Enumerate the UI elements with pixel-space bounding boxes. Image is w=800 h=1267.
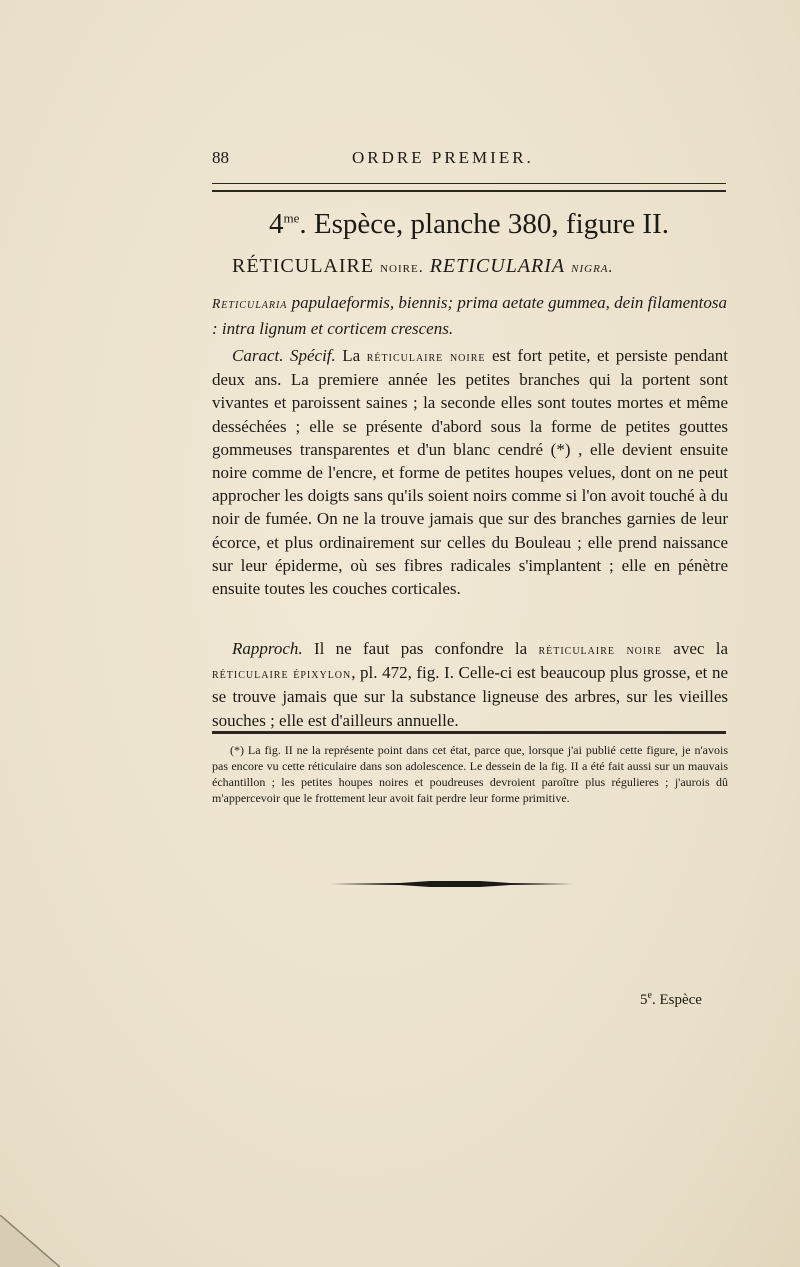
catchword-text: . Espèce bbox=[651, 992, 702, 1008]
paragraph2-pre: Il ne faut pas confondre la bbox=[302, 639, 539, 658]
paragraph2-name1: réticulaire noire bbox=[538, 642, 662, 657]
header-rule bbox=[212, 183, 726, 192]
french-qualifier: noire. bbox=[380, 259, 424, 276]
paragraph2-name2: réticulaire épixylon bbox=[212, 666, 352, 682]
paragraph-comparison bbox=[212, 637, 728, 732]
french-name: RÉTICULAIRE bbox=[232, 255, 375, 277]
diagnosis-genus: Reticularia bbox=[212, 296, 288, 311]
latin-qualifier: nigra. bbox=[571, 259, 614, 276]
paragraph1-text: est fort petite, et persiste pendant deux ans. La premiere année les petites branches qui la portent sont vivantes et paroissent saines ; la seconde elles sont toutes mortes et même desséchées ; elle se présente d'abord sous la forme de petites gouttes gommeuses transparentes et d'un blanc cendré (*) , elle devient ensuite noire comme de l'encre, et forme de petites houpes velues, dont on ne peut approcher les doigts sans qu'ils soient noirs comme si l'on avoit touché à du noir de fumée. On ne la trouve jamais que sur des branches garnies de leur écorce, et plus ordinairement sur celles du Bouleau ; elle prend naissance sur leur épiderme, où ses fibres radicales s'implantent ; elle en pénètre ensuite toutes les couches corticales. bbox=[212, 346, 729, 599]
catchword bbox=[640, 990, 740, 1009]
latin-name: RETICULARIA bbox=[429, 255, 566, 277]
title-superscript: me bbox=[283, 210, 300, 226]
species-name-line bbox=[232, 255, 732, 278]
running-title: ORDRE PREMIER. bbox=[352, 148, 534, 167]
tailpiece-ornament bbox=[330, 880, 574, 888]
title-number: 4 bbox=[269, 208, 284, 240]
paragraph2-text: , pl. 472, fig. I. Celle-ci est beaucoup plus grosse, et ne se trouve jamais que sur la substance ligneuse des arbres, sur les vieilles souches ; elle est d'ailleurs annuelle. bbox=[212, 663, 728, 730]
running-header bbox=[212, 148, 732, 174]
page-number: 88 bbox=[212, 148, 229, 167]
page-corner-fold bbox=[0, 1215, 60, 1267]
paragraph-characters bbox=[212, 344, 728, 600]
latin-diagnosis bbox=[212, 290, 728, 341]
paragraph1-name: réticulaire noire bbox=[366, 349, 486, 364]
catchword-number: 5 bbox=[640, 992, 648, 1008]
paragraph1-pre: La bbox=[335, 346, 367, 365]
paragraph1-lead: Caract. Spécif. bbox=[232, 346, 336, 365]
footnote-rule bbox=[212, 731, 726, 734]
title-text: . Espèce, planche 380, figure II. bbox=[299, 208, 669, 240]
catchword-superscript: e bbox=[647, 990, 652, 1001]
diagnosis-text: papulaeformis, biennis; prima aetate gummea, dein filamentosa : intra lignum et corticem crescens. bbox=[212, 293, 728, 338]
species-title bbox=[212, 208, 726, 241]
paragraph2-mid: avec la bbox=[662, 639, 728, 658]
paragraph2-lead: Rapproch. bbox=[232, 639, 303, 658]
footnote: (*) La fig. II ne la représente point dans cet état, parce que, lorsque j'ai publié cette figure, je n'avois pas encore vu cette réticulaire dans son adolescence. Le dessein de la fig. II a été fait aussi sur un mauvais échantillon ; les petites houpes noires et poudreuses devroient paroître plus régulieres ; j'aurois dû m'appercevoir que le frottement leur avoit fait perdre leur forme primitive. bbox=[212, 743, 728, 805]
